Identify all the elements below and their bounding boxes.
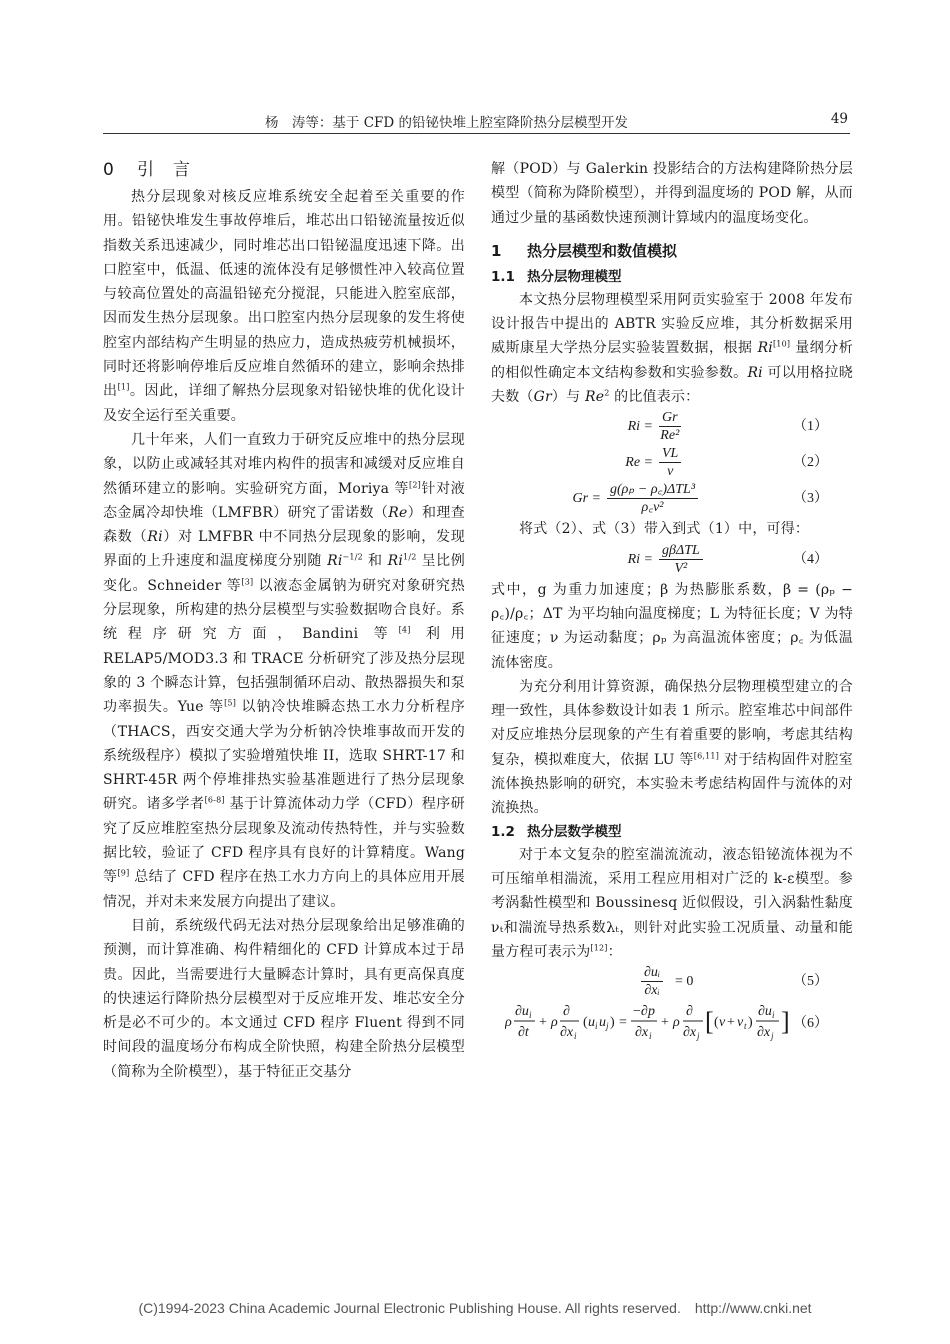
page-number: 49 bbox=[830, 111, 848, 127]
eq4-number: （4） bbox=[793, 551, 828, 567]
intro-p2-j: 基于计算流体动力学（CFD）程序研究了反应堆腔室热分层现象及流动传热特性，并与实验数据比较，验证了 CFD 程序具有良好的计算精度。Wang 等 bbox=[103, 796, 466, 886]
eq4-fraction bbox=[659, 543, 703, 577]
svg-text:i: i bbox=[595, 1021, 598, 1032]
eq1-denominator: Re² bbox=[660, 428, 680, 444]
section-0-heading bbox=[103, 157, 465, 183]
svg-text:∂x: ∂x bbox=[683, 1025, 697, 1041]
intro-p2-c: ）和理查森数（ bbox=[103, 504, 465, 546]
svg-text:+: + bbox=[661, 1015, 669, 1031]
copyright-footer: (C)1994-2023 China Academic Journal Electronic Publishing House. All rights reserved. http://www.cnki.net bbox=[138, 1300, 812, 1316]
section-1-1-heading bbox=[491, 266, 853, 288]
section-1-1-number: 1.1 bbox=[491, 268, 515, 285]
citation-4: [4] bbox=[398, 625, 411, 635]
section-1-2-heading bbox=[491, 821, 853, 843]
svg-text:ρ: ρ bbox=[551, 1015, 558, 1031]
svg-text:(: ( bbox=[714, 1015, 719, 1031]
intro-paragraph-2 bbox=[103, 428, 465, 914]
citation-2: [2] bbox=[409, 479, 421, 489]
eq6-momentum-formula bbox=[505, 1000, 815, 1042]
symbol-ri-2: Ri bbox=[327, 553, 343, 570]
eq1-fraction bbox=[659, 410, 681, 444]
citation-5: [5] bbox=[224, 698, 237, 708]
svg-text:i: i bbox=[529, 1010, 532, 1021]
section-1-2-title: 热分层数学模型 bbox=[527, 823, 622, 840]
svg-text:∂x: ∂x bbox=[560, 1025, 574, 1041]
section-1-title: 热分层模型和数值模拟 bbox=[527, 241, 678, 260]
intro-p2-i: 以钠冷快堆瞬态热工水力分析程序（THACS，西安交通大学为分析钠冷快堆事故而开发的系统级程序）模拟了实验增殖快堆 II，选取 SHRT-17 和 SHRT-45R 两个停堆排热实验基准题进行了热分层现象研究。诸多学者 bbox=[103, 699, 466, 813]
symbol-ri-3: Ri bbox=[387, 553, 404, 570]
pm-text-e: 的比值表示： bbox=[609, 389, 700, 406]
citation-9: [9] bbox=[117, 868, 130, 878]
svg-text:ρ: ρ bbox=[505, 1015, 512, 1031]
section-0-number: 0 bbox=[103, 160, 115, 180]
running-title: 杨 涛等：基于 CFD 的铅铋快堆上腔室降阶热分层模型开发 bbox=[264, 115, 629, 131]
eq6-number: （6） bbox=[793, 1016, 828, 1032]
eq3-numerator: g(ρₚ − ρ꜀)ΔTL³ bbox=[607, 482, 698, 499]
eq2-denominator: ν bbox=[667, 464, 674, 480]
citation-6-11: [6,11] bbox=[693, 751, 720, 761]
eq5-fraction bbox=[641, 965, 663, 999]
parameter-design-paragraph bbox=[491, 675, 853, 821]
symbol-re: Re bbox=[388, 504, 408, 521]
eq1-lhs: Ri = bbox=[627, 419, 653, 435]
pm-text-b: 量纲分析的相似性确定本文结构参数和实验参数。 bbox=[491, 340, 853, 381]
svg-text:u: u bbox=[599, 1015, 606, 1031]
svg-text:): ) bbox=[610, 1015, 615, 1031]
svg-text:ν: ν bbox=[719, 1015, 726, 1031]
svg-text:+: + bbox=[727, 1015, 735, 1031]
eq3-number: （3） bbox=[793, 491, 828, 507]
citation-1: [1] bbox=[117, 382, 130, 392]
intro-paragraph-1 bbox=[103, 185, 465, 428]
intro-p2-k: 总结了 CFD 程序在热工水力方向上的具体应用开展情况，并对未来发展方向提出了建议。 bbox=[103, 869, 466, 910]
svg-text:∂: ∂ bbox=[563, 1004, 570, 1020]
svg-text:∂u: ∂u bbox=[515, 1004, 529, 1020]
intro-paragraph-3: 目前，系统级代码无法对热分层现象给出足够准确的预测，而计算准确、构件精细化的 CFD 计算成本过于昂贵。因此，当需要进行大量瞬态计算时，具有更高保真度的快速运行降阶热分层模型对于反应堆开发、堆芯安全分析是必不可少的。本文通过 CFD 程序 Fluent 得到不同时间段的温度场分布构成全阶快照，构建全阶热分层模型（简称为全阶模型），基于特征正交基分 bbox=[103, 917, 465, 1080]
intro-p2-h: 利用 RELAP5/MOD3.3 和 TRACE 分析研究了涉及热分层现象的 3 个瞬态计算，包括强制循环启动、散热器损失和泵功率损失。Yue 等 bbox=[103, 626, 465, 716]
intro-p1-tail: 。因此，详细了解热分层现象对铅铋快堆的优化设计及安全运行至关重要。 bbox=[103, 383, 465, 424]
symbol-gr: Gr bbox=[533, 389, 552, 406]
svg-text:[: [ bbox=[705, 1007, 714, 1037]
eq2-numerator: VL bbox=[659, 446, 681, 463]
svg-text:∂t: ∂t bbox=[518, 1025, 529, 1041]
eq5-numerator: ∂uᵢ bbox=[641, 965, 663, 982]
symbol-ri: Ri bbox=[147, 529, 163, 546]
symbol-ri-2: Ri bbox=[747, 364, 763, 381]
citation-6-8: [6-8] bbox=[204, 795, 225, 805]
intro-p1-text: 热分层现象对核反应堆系统安全起着至关重要的作用。铅铋快堆发生事故停堆后，堆芯出口铅铋流量按近似指数关系迅速减少，同时堆芯出口铅铋温度迅速下降。出口腔室中，低温、低速的流体没有足够惯性冲入较高位置与较高位置处的高温铅铋充分搅混，只能进入腔室底部，因而发生热分层现象。出口腔室内热分层现象的发生将使腔室内部结构产生明显的热应力，造成热疲劳机械损坏，同时还将影响停堆后反应堆自然循环的建立，影响余热排出 bbox=[103, 189, 465, 400]
svg-text:u: u bbox=[588, 1015, 595, 1031]
eq5-number: （5） bbox=[793, 974, 828, 990]
citation-3: [3] bbox=[241, 577, 254, 587]
svg-text:t: t bbox=[744, 1021, 747, 1032]
intro-p2-d: ）对 LMFBR 中不同热分层现象的影响，发现界面的上升速度和温度梯度分别随 bbox=[103, 529, 465, 570]
intro-p2-g: 以液态金属钠为研究对象研究热分层现象，所构建的热分层模型与实验数据吻合良好。系统程序研究方面，Bandini 等 bbox=[103, 577, 466, 643]
equation-5 bbox=[491, 964, 853, 1000]
math-model-paragraph bbox=[491, 843, 853, 964]
svg-text:i: i bbox=[649, 1031, 652, 1042]
pm-text-c: 可以用格拉晓夫数（ bbox=[491, 364, 853, 406]
pm-text-d: ）与 bbox=[551, 389, 585, 406]
citation-12: [12] bbox=[590, 943, 608, 953]
running-header bbox=[103, 111, 850, 134]
svg-text:j: j bbox=[771, 1031, 774, 1042]
mm-text: 对于本文复杂的腔室湍流流动，液态铅铋流体视为不可压缩单相湍流，采用工程应用相对广泛的 k-ε模型。参考涡黏性模型和 Boussinesq 近似假设，引入涡黏性黏度νₜ和湍流导热系数λₜ，则针对此实验工况质量、动量和能量方程可表示为 bbox=[491, 846, 853, 960]
eq2-number: （2） bbox=[793, 455, 828, 471]
eq1-numerator: Gr bbox=[659, 410, 681, 427]
eq4-denominator: V² bbox=[674, 560, 688, 576]
equation-2 bbox=[491, 445, 853, 481]
svg-text:i: i bbox=[772, 1010, 775, 1021]
equation-4 bbox=[491, 542, 853, 578]
svg-text:ρ: ρ bbox=[673, 1015, 680, 1031]
eq5-denominator: ∂xᵢ bbox=[644, 983, 660, 999]
svg-text:ν: ν bbox=[737, 1015, 744, 1031]
section-1-1-title: 热分层物理模型 bbox=[527, 268, 622, 285]
exponent-half: 1/2 bbox=[403, 552, 417, 562]
equation-6 bbox=[491, 1000, 853, 1042]
pd-text: 为充分利用计算资源，确保热分层物理模型建立的合理一致性，具体参数设计如表 1 所示。腔室堆芯中间部件对反应堆热分层现象的产生有着重要的影响，考虑其结构复杂，模拟难度大，依据 LU 等 bbox=[491, 678, 853, 768]
svg-text:+: + bbox=[539, 1015, 547, 1031]
physical-model-paragraph bbox=[491, 288, 853, 409]
svg-text:−∂: −∂ bbox=[633, 1004, 648, 1020]
svg-text:∂u: ∂u bbox=[758, 1004, 772, 1020]
eq2-lhs: Re = bbox=[625, 455, 653, 471]
eq3-lhs: Gr = bbox=[572, 491, 601, 507]
svg-text:∂x: ∂x bbox=[757, 1025, 771, 1041]
svg-text:=: = bbox=[619, 1015, 627, 1031]
variable-definitions: 式中，g 为重力加速度；β 为热膨胀系数，β = (ρₚ − ρ꜀)/ρ꜀；ΔT 为平均轴向温度梯度；L 为特征长度；V 为特征速度；ν 为运动黏度；ρₚ 为高温流体密度；ρ꜀ 为低温流体密度。 bbox=[491, 581, 853, 671]
svg-text:∂: ∂ bbox=[686, 1004, 693, 1020]
symbol-re: Re bbox=[584, 389, 605, 406]
eq3-fraction bbox=[607, 482, 698, 516]
intro-p2-a: 几十年来，人们一直致力于研究反应堆中的热分层现象，以防止或减轻其对堆内构件的损害和减缓对反应堆自然循环建立的影响。实验研究方面，Moriya 等 bbox=[103, 431, 465, 497]
eq5-rhs: = 0 bbox=[675, 974, 694, 990]
svg-text:(: ( bbox=[583, 1015, 588, 1031]
section-1-2-number: 1.2 bbox=[491, 823, 515, 840]
mm-tail: ： bbox=[607, 943, 622, 960]
svg-text:∂x: ∂x bbox=[635, 1025, 649, 1041]
intro-p2-b: 针对液态金属冷却快堆（LMFBR）研究了雷诺数（ bbox=[103, 480, 465, 521]
citation-10: [10] bbox=[772, 339, 791, 349]
svg-text:]: ] bbox=[781, 1007, 790, 1037]
pm-text-a: 本文热分层物理模型采用阿贡实验室于 2008 年发布设计报告中提出的 ABTR 实验反应堆，其分析数据采用威斯康星大学热分层实验装置数据，根据 bbox=[491, 291, 853, 357]
eq4-lhs: Ri = bbox=[627, 551, 653, 567]
intro-paragraph-3-continued: 解（POD）与 Galerkin 投影结合的方法构建降阶热分层模型（简称为降阶模型），并得到温度场的 POD 解，从而通过少量的基函数快速预测计算域内的温度场变化。 bbox=[491, 161, 853, 226]
intro-p2-e: 和 bbox=[362, 553, 388, 570]
intro-p2-f: 呈比例变化。Schneider 等 bbox=[103, 553, 465, 594]
section-1-heading bbox=[491, 240, 853, 262]
substitution-sentence: 将式（2）、式（3）带入到式（1）中，可得： bbox=[519, 521, 810, 538]
eq1-number: （1） bbox=[793, 419, 828, 435]
left-column bbox=[103, 157, 465, 1084]
svg-text:j: j bbox=[606, 1021, 609, 1032]
pd-tail: 对于结构固件对腔室流体换热影响的研究，本实验未考虑结构固件与流体的对流换热。 bbox=[491, 751, 854, 817]
equation-3 bbox=[491, 481, 853, 517]
svg-text:): ) bbox=[748, 1015, 753, 1031]
svg-text:i: i bbox=[574, 1031, 577, 1042]
symbol-ri: Ri bbox=[757, 340, 773, 357]
right-column bbox=[491, 157, 853, 1042]
exponent-neg-half: −1/2 bbox=[342, 552, 363, 562]
svg-text:j: j bbox=[697, 1031, 700, 1042]
eq3-denominator: ρ꜀ν² bbox=[641, 500, 664, 516]
exponent-2: 2 bbox=[604, 388, 610, 398]
svg-text:p: p bbox=[648, 1004, 655, 1020]
section-0-title: 引 言 bbox=[137, 160, 191, 180]
eq4-numerator: gβΔTL bbox=[659, 543, 703, 560]
eq2-fraction bbox=[659, 446, 681, 480]
section-1-number: 1 bbox=[491, 241, 502, 260]
equation-1 bbox=[491, 409, 853, 445]
